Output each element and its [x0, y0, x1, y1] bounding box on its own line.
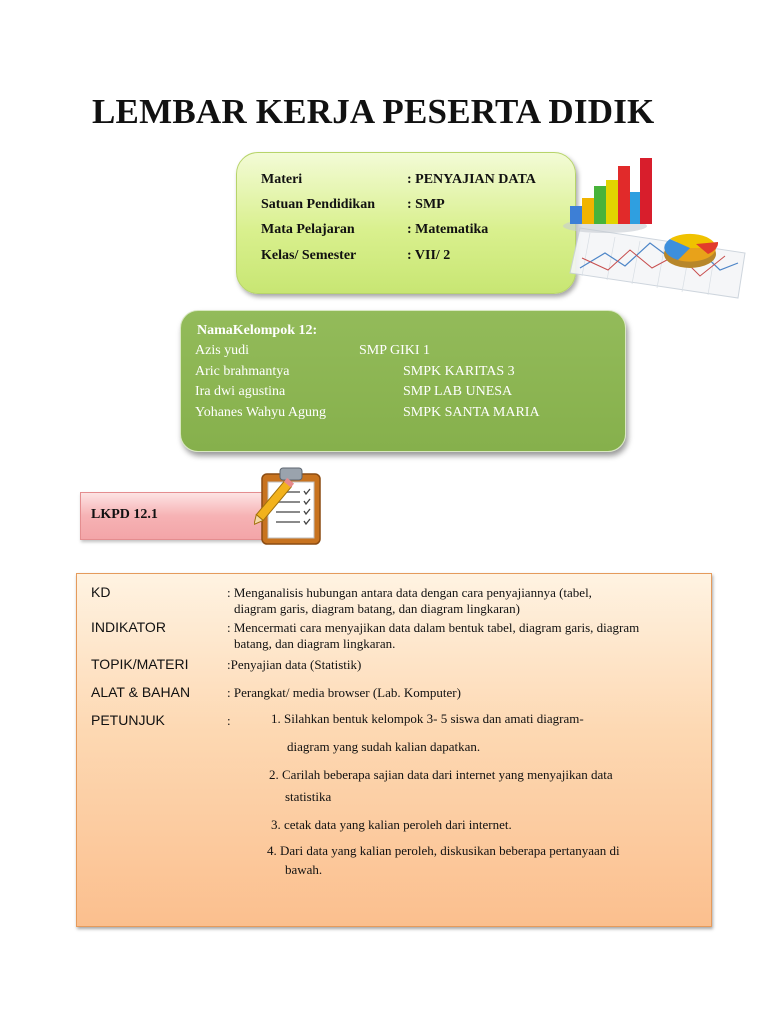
indikator-value-line2: batang, dan diagram lingkaran. [234, 636, 396, 651]
topik-label: TOPIK/MATERI [91, 656, 189, 672]
info-box [236, 152, 576, 294]
indikator-label: INDIKATOR [91, 619, 166, 635]
indikator-value-line1: : Mencermati cara menyajikan data dalam bentuk tabel, diagram garis, diagram [227, 620, 640, 635]
info-row-kelas [261, 248, 450, 264]
step-2-line2: statistika [285, 789, 332, 804]
member-name: Ira dwi agustina [195, 384, 286, 399]
info-row-satuan [261, 197, 445, 213]
materi-label: Materi [261, 172, 303, 187]
member-school: SMPK KARITAS 3 [403, 364, 515, 379]
member-name: Aric brahmantya [195, 364, 290, 379]
materi-value: : PENYAJIAN DATA [407, 172, 536, 187]
member-name: Yohanes Wahyu Agung [195, 405, 326, 420]
satuan-label: Satuan Pendidikan [261, 197, 375, 212]
page-title: LEMBAR KERJA PESERTA DIDIK [92, 92, 655, 131]
group-box [180, 310, 626, 452]
mapel-label: Mata Pelajaran [261, 222, 355, 237]
lkpd-label: LKPD 12.1 [91, 507, 158, 522]
member-school: SMP LAB UNESA [403, 384, 513, 399]
step-2-line1: 2. Carilah beberapa sajian data dari internet yang menyajikan data [269, 767, 613, 782]
petunjuk-colon: : [227, 713, 231, 728]
kelas-label: Kelas/ Semester [261, 248, 357, 263]
petunjuk-label: PETUNJUK [91, 712, 165, 728]
step-4-line2: bawah. [285, 862, 323, 877]
member-school: SMPK SANTA MARIA [403, 405, 540, 420]
topik-value: :Penyajian data (Statistik) [227, 657, 362, 672]
step-1-line1: 1. Silahkan bentuk kelompok 3- 5 siswa dan amati diagram- [271, 711, 584, 726]
mapel-value: : Matematika [407, 222, 489, 237]
info-row-materi [261, 172, 536, 188]
kd-value-line2: diagram garis, diagram batang, dan diagram lingkaran) [234, 601, 520, 616]
info-row-mapel [261, 222, 488, 238]
content-box [76, 573, 712, 927]
chart-illustration-icon [560, 158, 750, 308]
member-name: Azis yudi [195, 343, 250, 358]
group-title: NamaKelompok 12: [197, 323, 318, 338]
clipboard-icon [254, 466, 326, 546]
kd-value-line1: : Menganalisis hubungan antara data dengan cara penyajiannya (tabel, [227, 585, 592, 600]
member-school: SMP GIKI 1 [359, 343, 431, 358]
satuan-value: : SMP [407, 197, 445, 212]
step-4-line1: 4. Dari data yang kalian peroleh, diskusikan beberapa pertanyaan di [267, 843, 620, 858]
alat-value: : Perangkat/ media browser (Lab. Komputer) [227, 685, 461, 700]
step-3-line1: 3. cetak data yang kalian peroleh dari internet. [271, 817, 512, 832]
step-1-line2: diagram yang sudah kalian dapatkan. [287, 739, 481, 754]
kd-label: KD [91, 584, 111, 600]
alat-label: ALAT & BAHAN [91, 684, 191, 700]
kelas-value: : VII/ 2 [407, 248, 451, 263]
